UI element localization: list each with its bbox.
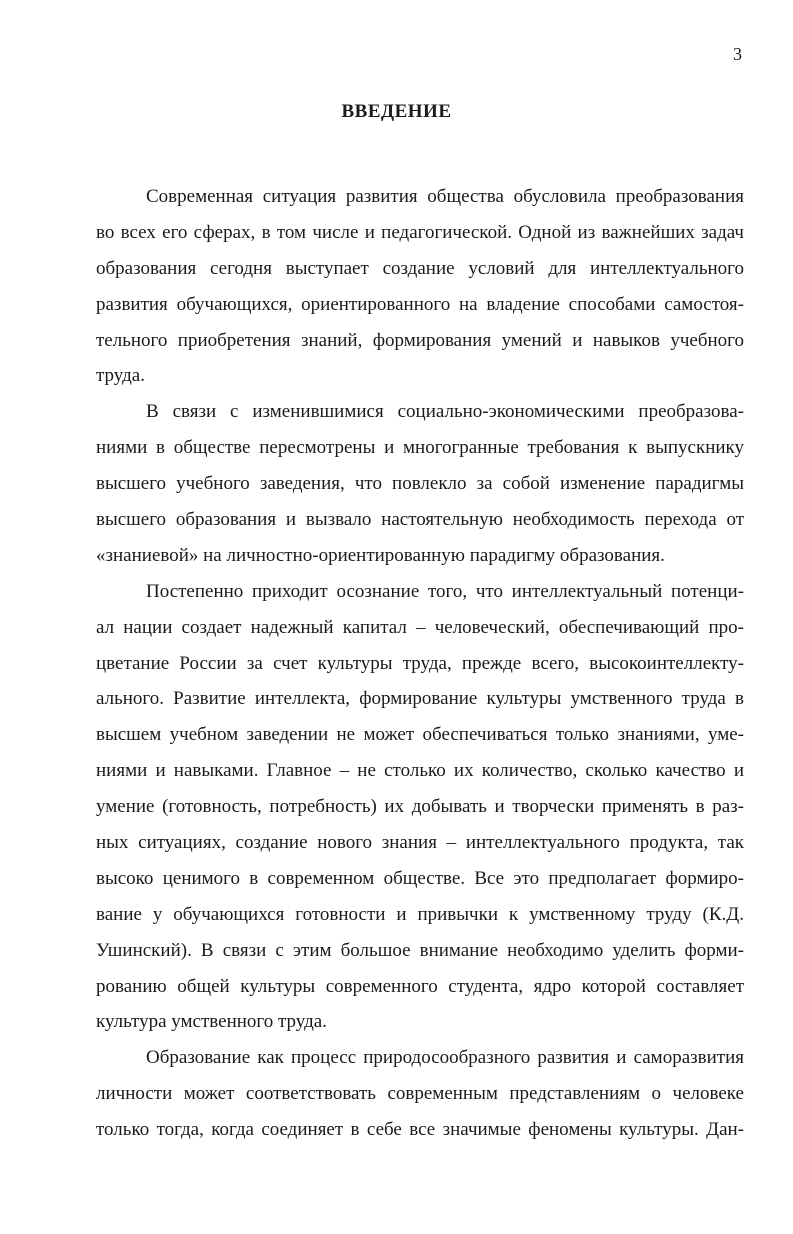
page-title: ВВЕДЕНИЕ	[341, 101, 452, 122]
text-line: личности может соответствовать современным представлениям о человеке	[96, 1083, 744, 1105]
text-line: Современная ситуация развития общества обусловила преобразования	[146, 186, 744, 207]
paragraph-1	[96, 181, 744, 396]
text-line: труда.	[96, 365, 145, 387]
text-line: образования сегодня выступает создание условий для интеллектуального	[96, 257, 744, 279]
paragraph-2	[96, 396, 744, 575]
paragraph-4	[96, 1042, 744, 1150]
text-line: Ушинский). В связи с этим большое внимание необходимо уделить форми-	[96, 939, 744, 961]
text-line: тельного приобретения знаний, формирования умений и навыков учебного	[96, 329, 744, 351]
text-line: ниями и навыками. Главное – не столько их количество, сколько качество и	[96, 760, 744, 782]
body-text	[96, 181, 744, 1150]
text-line: высшего образования и вызвало настоятельную необходимость перехода от	[96, 509, 744, 531]
text-line: высшем учебном заведении не может обеспечиваться только знаниями, уме-	[96, 724, 744, 746]
text-line: развития обучающихся, ориентированного на владение способами самостоя-	[96, 293, 744, 315]
text-line: ниями в обществе пересмотрены и многогранные требования к выпускнику	[96, 437, 744, 459]
page-number: 3	[733, 44, 742, 64]
text-line: Образование как процесс природосообразного развития и саморазвития	[146, 1047, 744, 1069]
paragraph-3	[96, 576, 744, 1043]
text-line: культура умственного труда.	[96, 1011, 327, 1033]
text-line: В связи с изменившимися социально-экономическими преобразова-	[146, 401, 744, 423]
text-line: ных ситуациях, создание нового знания – интеллектуального продукта, так	[96, 832, 744, 854]
text-line: во всех его сферах, в том числе и педагогической. Одной из важнейших задач	[96, 221, 744, 243]
text-line: «знаниевой» на личностно-ориентированную парадигму образования.	[96, 544, 665, 566]
text-line: рованию общей культуры современного студента, ядро которой составляет	[96, 975, 744, 997]
text-line: ального. Развитие интеллекта, формирование культуры умственного труда в	[96, 688, 744, 710]
text-line: вание у обучающихся готовности и привычки к умственному труду (К.Д.	[96, 903, 744, 925]
text-line: ал нации создает надежный капитал – человеческий, обеспечивающий про-	[96, 616, 744, 638]
text-line: только тогда, когда соединяет в себе все значимые феномены культуры. Дан-	[96, 1119, 744, 1141]
text-line: высшего учебного заведения, что повлекло за собой изменение парадигмы	[96, 473, 744, 495]
text-line: Постепенно приходит осознание того, что интеллектуальный потенци-	[146, 580, 744, 602]
text-line: цветание России за счет культуры труда, прежде всего, высокоинтеллекту-	[96, 652, 744, 674]
text-line: умение (готовность, потребность) их добывать и творчески применять в раз-	[96, 796, 744, 818]
text-line: высоко ценимого в современном обществе. Все это предполагает формиро-	[96, 867, 744, 889]
